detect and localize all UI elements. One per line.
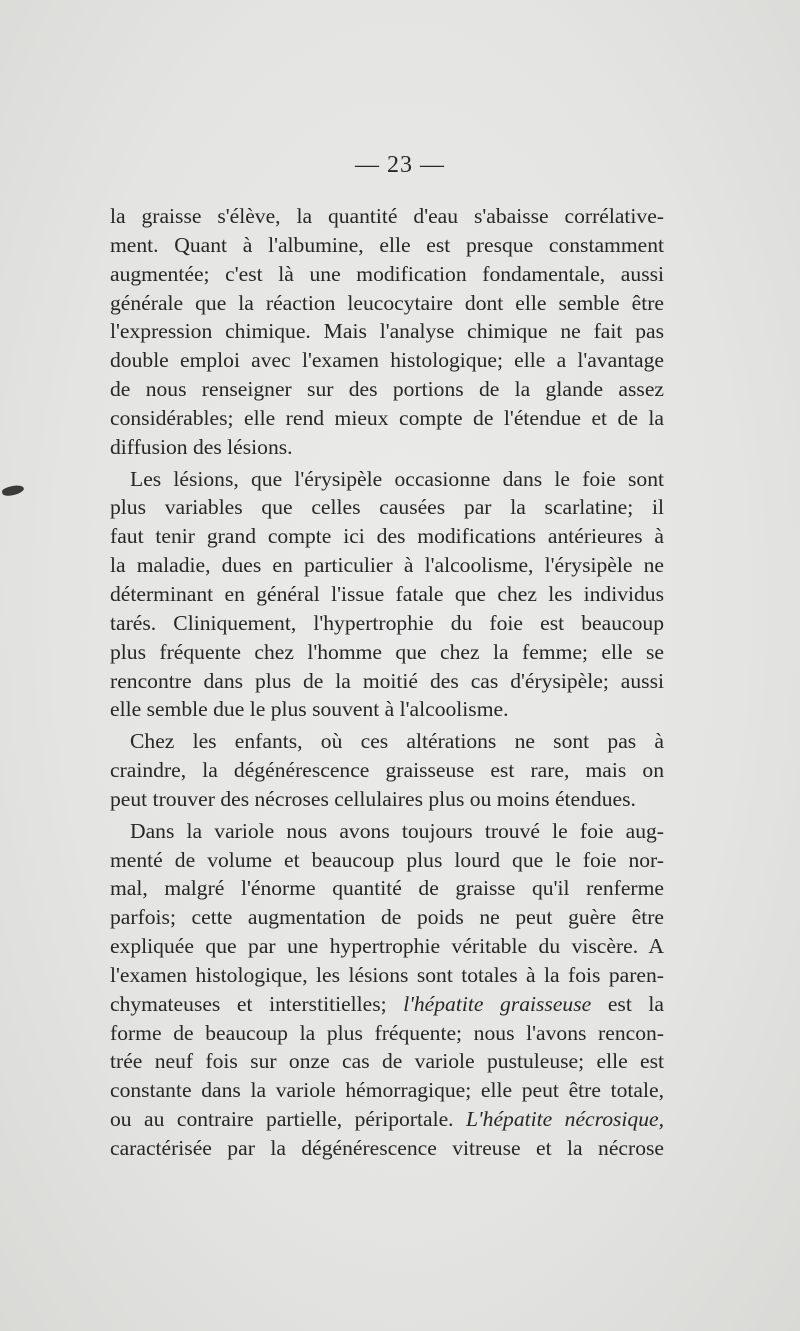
text-line: expliquée que par une hypertrophie véritable du viscère. A — [110, 934, 664, 959]
text-line: forme de beaucoup la plus fréquente; nous l'avons rencon- — [110, 1020, 664, 1045]
text-line: craindre, la dégénérescence graisseuse est rare, mais on — [110, 758, 664, 783]
text-line: faut tenir grand compte ici des modifications antérieures à — [110, 524, 664, 549]
text-line: trée neuf fois sur onze cas de variole pustuleuse; elle est — [110, 1049, 664, 1074]
italic-term: l'hépatite graisseuse — [403, 991, 592, 1016]
text-line: elle semble due le plus souvent à l'alcoolisme. — [110, 697, 509, 722]
text-line — [110, 1105, 664, 1134]
text-line: l'examen histologique, les lésions sont totales à la fois paren- — [110, 962, 664, 987]
italic-term: L'hépatite nécrosique, — [466, 1107, 664, 1132]
text-segment: est la — [607, 991, 664, 1016]
text-line: la maladie, dues en particulier à l'alcoolisme, l'érysipèle ne — [110, 553, 664, 578]
text-line: plus fréquente chez l'homme que chez la femme; elle se — [110, 639, 664, 664]
scan-ink-mark — [1, 483, 25, 497]
text-line: considérables; elle rend mieux compte de l'étendue et de la — [110, 405, 664, 430]
text-line: déterminant en général l'issue fatale que chez les individus — [110, 581, 664, 606]
text-line: augmentée; c'est là une modification fondamentale, aussi — [110, 261, 664, 286]
text-line: double emploi avec l'examen histologique; elle a l'avantage — [110, 348, 664, 373]
body-text — [110, 202, 664, 1163]
text-line: générale que la réaction leucocytaire dont elle semble être — [110, 290, 664, 315]
text-line: caractérisée par la dégénérescence vitreuse et la nécrose — [110, 1136, 664, 1160]
text-line: tarés. Cliniquement, l'hypertrophie du foie est beaucoup — [110, 610, 664, 635]
text-line: constante dans la variole hémorragique; elle peut être totale, — [110, 1078, 664, 1103]
text-line: peut trouver des nécroses cellulaires plus ou moins étendues. — [110, 786, 636, 811]
page-number: — 23 — — [355, 152, 445, 178]
text-line: ment. Quant à l'albumine, elle est presque constamment — [110, 232, 664, 257]
text-line: rencontre dans plus de la moitié des cas d'érysipèle; aussi — [110, 668, 664, 693]
text-segment: ou au contraire partielle, périportale. — [110, 1107, 454, 1132]
text-line: plus variables que celles causées par la scarlatine; il — [110, 495, 664, 520]
text-line: de nous renseigner sur des portions de la glande assez — [110, 377, 664, 402]
text-line: diffusion des lésions. — [110, 434, 293, 459]
text-line: Les lésions, que l'érysipèle occasionne dans le foie sont — [130, 466, 664, 491]
text-line — [110, 990, 664, 1019]
text-line: mal, malgré l'énorme quantité de graisse qu'il renferme — [110, 876, 664, 901]
text-line: l'expression chimique. Mais l'analyse chimique ne fait pas — [110, 319, 664, 344]
text-line: la graisse s'élève, la quantité d'eau s'abaisse corrélative- — [110, 204, 664, 228]
text-line: menté de volume et beaucoup plus lourd que le foie nor- — [110, 847, 664, 872]
text-line: Dans la variole nous avons toujours trouvé le foie aug- — [130, 818, 664, 843]
text-line: parfois; cette augmentation de poids ne peut guère être — [110, 905, 664, 930]
text-line: Chez les enfants, où ces altérations ne sont pas à — [130, 729, 664, 754]
text-segment: chymateuses et interstitielles; — [110, 991, 387, 1016]
